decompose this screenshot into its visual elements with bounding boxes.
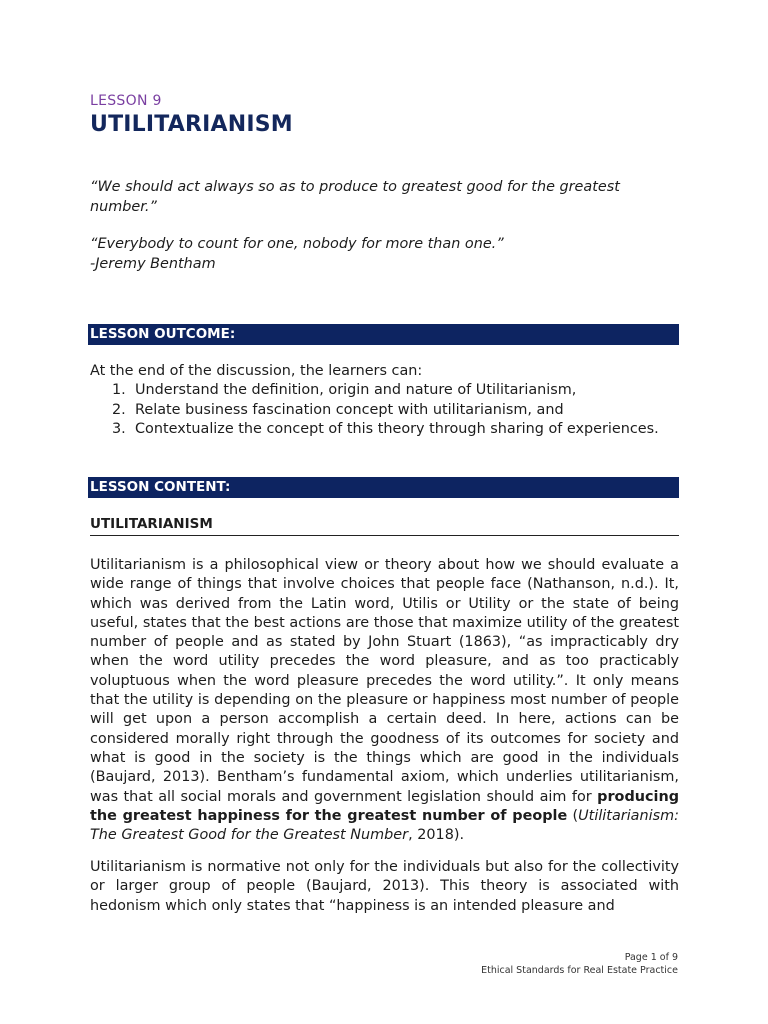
paragraph-text: Utilitarianism is a philosophical view or theory about how we should evaluate a wide range of things that involve choices that people face (Nathanson, n.d.). It, which was derived from the Latin word, Utilis or Utility or the state of being useful, states that the best actions are those that maximize utility of the greatest number of people and as stated by John Stuart (1863), “as impracticably dry when the word utility precedes the word pleasure, and as too practicably voluptuous when the word pleasure precedes the word utility.”. It only means that the utility is depending on the pleasure or happiness most number of people will get upon a person accomplish a certain deed. In here, actions can be considered morally right through the goodness of its outcomes for society and what is good in the society is the things which are good in the individuals (Baujard, 2013). Bentham’s fundamental axiom, which underlies utilitarianism, was that all social morals and government legislation should aim for bbox=[90, 557, 679, 805]
paragraph-text: , 2018). bbox=[408, 827, 465, 844]
outcome-list bbox=[90, 381, 659, 440]
quote-bentham bbox=[90, 234, 650, 274]
page-number: Page 1 of 9 bbox=[624, 952, 678, 963]
quote-bentham-author: -Jeremy Bentham bbox=[90, 256, 216, 272]
list-item bbox=[90, 381, 659, 401]
list-item bbox=[90, 420, 659, 440]
citation-title: Utilitarianism: The Greatest Good for the Greatest Number bbox=[90, 807, 679, 844]
lesson-number: LESSON 9 bbox=[90, 93, 162, 109]
list-item-number: 3. bbox=[112, 421, 126, 437]
lesson-content-heading: LESSON CONTENT: bbox=[88, 477, 679, 498]
course-title: Ethical Standards for Real Estate Practice bbox=[481, 965, 678, 976]
list-item-text: Understand the definition, origin and nature of Utilitarianism, bbox=[135, 382, 577, 398]
lesson-outcome-heading: LESSON OUTCOME: bbox=[88, 324, 679, 345]
page-title: UTILITARIANISM bbox=[90, 112, 293, 137]
list-item-text: Contextualize the concept of this theory through sharing of experiences. bbox=[135, 421, 659, 437]
list-item-number: 1. bbox=[112, 382, 126, 398]
body-paragraph: Utilitarianism is normative not only for the individuals but also for the collectivity or larger group of people (Baujard, 2013). This theory is associated with hedonism which only states that “happiness is an intended pleasure and bbox=[90, 859, 679, 914]
body-paragraph bbox=[90, 556, 679, 845]
list-item bbox=[90, 401, 659, 421]
list-item-text: Relate business fascination concept with utilitarianism, and bbox=[135, 401, 564, 418]
quote-greatest-good: “We should act always so as to produce to greatest good for the greatest number.” bbox=[90, 179, 620, 215]
list-item-number: 2. bbox=[112, 401, 126, 418]
section-subheading: UTILITARIANISM bbox=[90, 516, 679, 536]
outcome-intro: At the end of the discussion, the learners can: bbox=[90, 363, 423, 379]
quote-bentham-text: “Everybody to count for one, nobody for more than one.” bbox=[90, 236, 504, 252]
emphasis-text: producing the greatest happiness for the greatest number of people bbox=[90, 788, 679, 824]
paragraph-text: ( bbox=[567, 807, 579, 824]
page-footer bbox=[481, 951, 678, 977]
